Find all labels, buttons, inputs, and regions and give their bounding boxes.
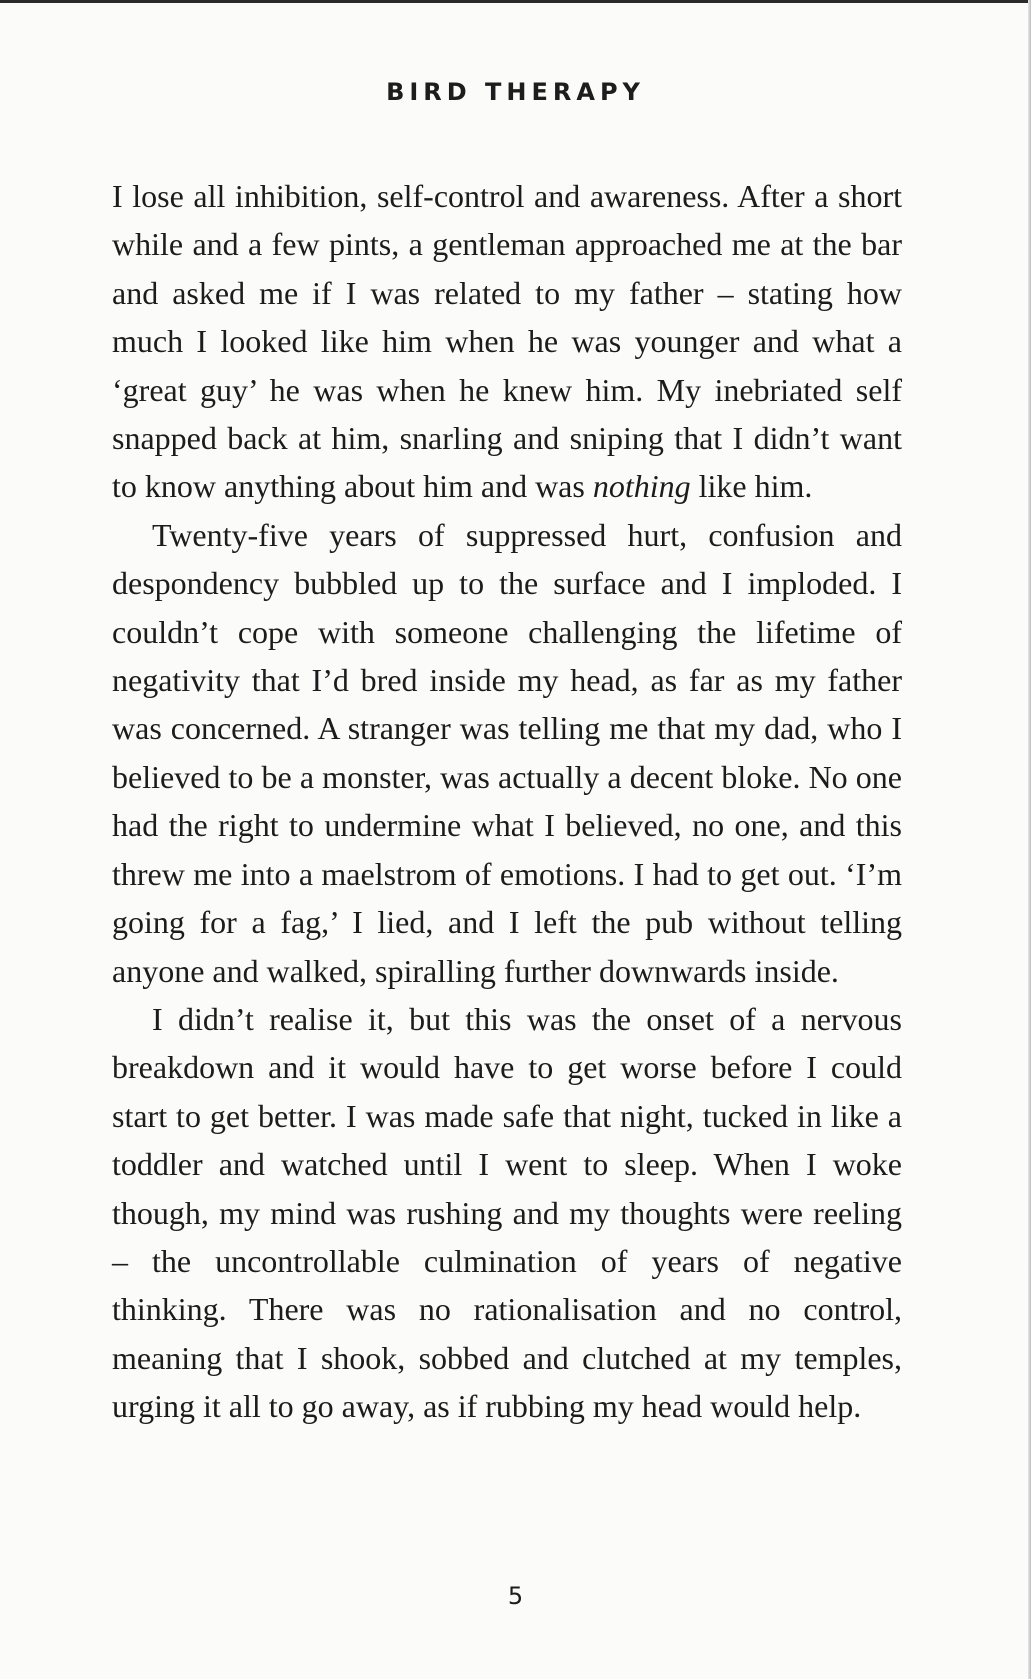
- paragraph-1-italic: nothing: [592, 468, 691, 505]
- paragraph-2: Twenty-five years of suppressed hurt, confusion and despondency bubbled up to the surface and I imploded. I couldn’t cope with someone challenging the lifetime of negativity that I’d bred inside my head, as far as my father was concerned. A stranger was telling me that my dad, who I believed to be a monster, was actually a decent bloke. No one had the right to undermine what I believed, no one, and this threw me into a maelstrom of emotions. I had to get out. ‘I’m going for a fag,’ I lied, and I left the pub without telling anyone and walked, spiralling further downwards inside.: [112, 516, 902, 989]
- paragraph-1-text-end: like him.: [690, 468, 813, 505]
- page-top-edge: [0, 0, 1031, 3]
- running-head: BIRD THERAPY: [386, 78, 645, 106]
- body-text: [112, 172, 902, 1431]
- page-number: 5: [507, 1582, 524, 1610]
- paragraph-1-text: I lose all inhibition, self-control and awareness. After a short while and a few pints, a gentleman approached me at the bar and asked me if I was related to my father – stating how much I looked like him when he was younger and what a ‘great guy’ he was when he knew him. My inebriated self snapped back at him, snarling and sniping that I didn’t want to know anything about him and was: [112, 178, 902, 505]
- paragraph-3: I didn’t realise it, but this was the onset of a nervous breakdown and it would have to get worse before I could start to get better. I was made safe that night, tucked in like a toddler and watched until I went to sleep. When I woke though, my mind was rushing and my thoughts were reeling – the uncontrollable culmination of years of negative thinking. There was no rationalisation and no control, meaning that I shook, sobbed and clutched at my temples, urging it all to go away, as if rubbing my head would help.: [112, 1000, 902, 1425]
- paragraph-1: [112, 172, 902, 511]
